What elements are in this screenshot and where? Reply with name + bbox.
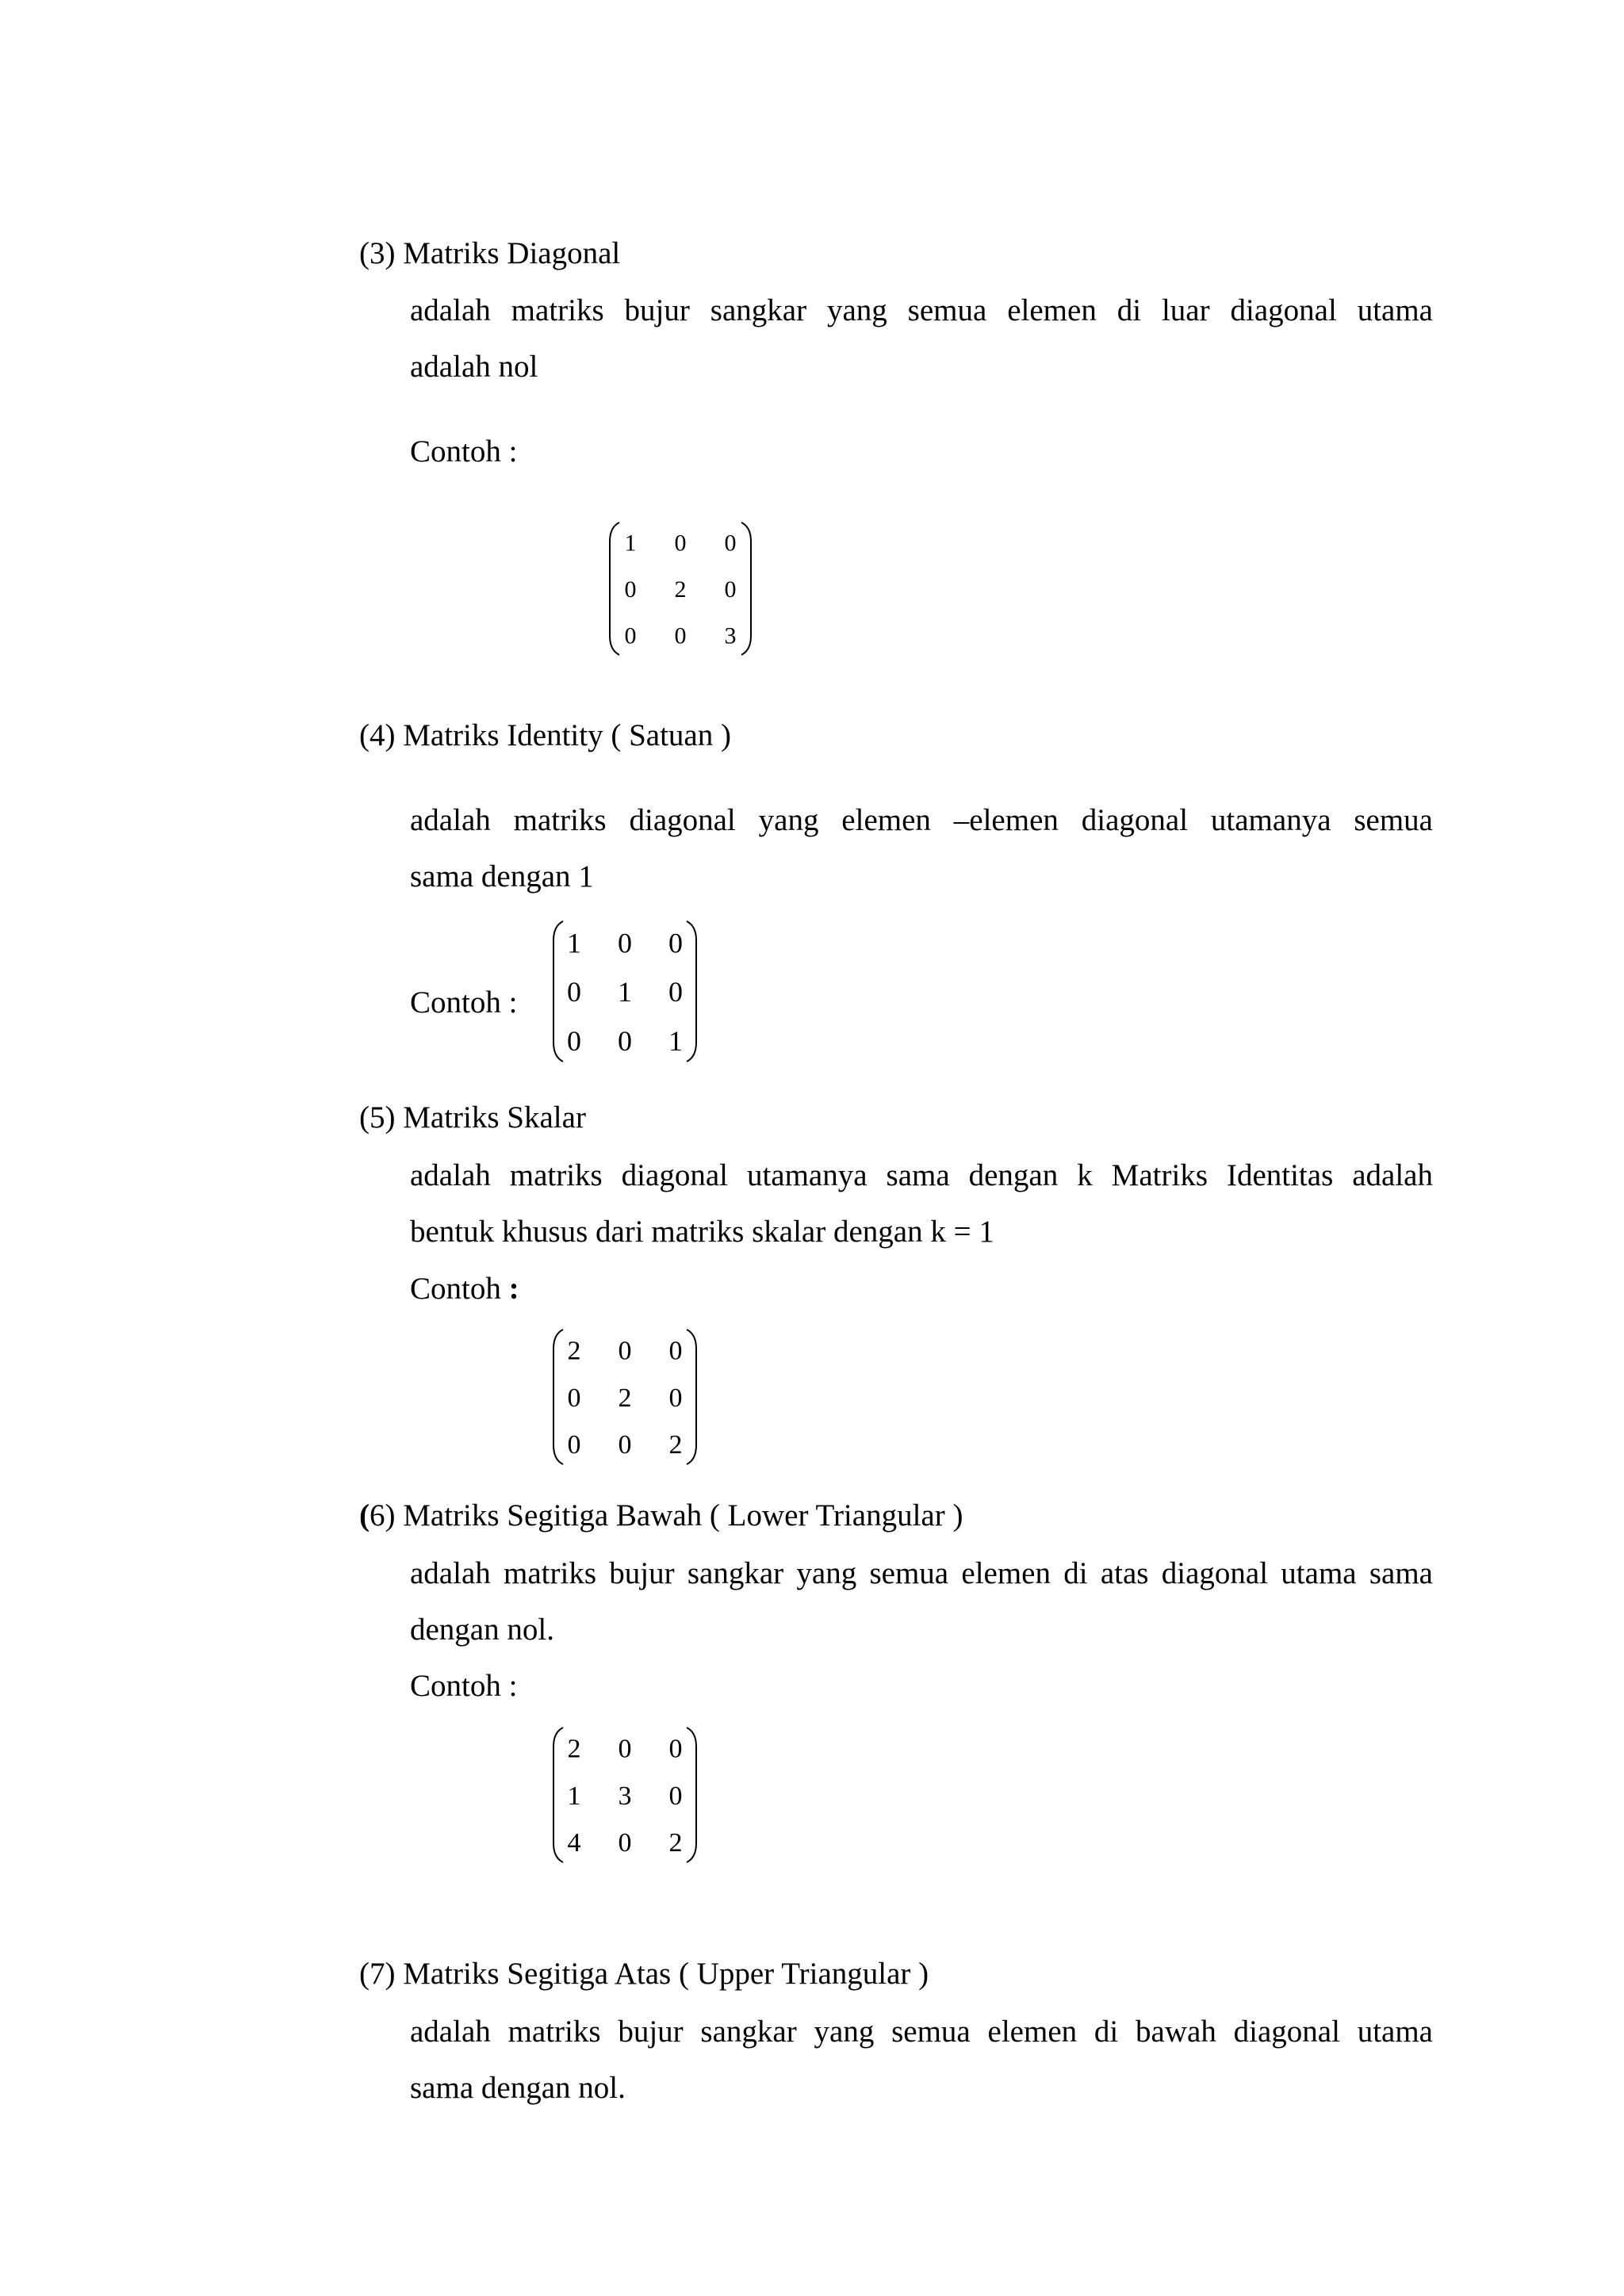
section-7-description-line-1: adalah matriks bujur sangkar yang semua elemen di bawah diagonal utama bbox=[410, 2015, 1433, 2049]
section-3-example-matrix bbox=[605, 519, 756, 658]
section-4-example-label: Contoh : bbox=[410, 985, 518, 1020]
right-parenthesis bbox=[687, 921, 696, 1062]
section-6-description-line-1: adalah matriks bujur sangkar yang semua elemen di atas diagonal utama sama bbox=[410, 1556, 1433, 1590]
section-4-example-matrix bbox=[549, 918, 701, 1065]
matrix-cell: 0 bbox=[668, 976, 683, 1008]
matrix-cell: 2 bbox=[567, 1734, 581, 1764]
matrix-cell: 0 bbox=[567, 1383, 581, 1413]
matrix-cell: 0 bbox=[618, 1828, 632, 1858]
section-7-heading: (7) Matriks Segitiga Atas ( Upper Triangular ) bbox=[359, 1957, 929, 1991]
section-6-heading: (6) Matriks Segitiga Bawah ( Lower Triangular ) bbox=[359, 1498, 963, 1533]
matrix-cell: 0 bbox=[668, 1383, 683, 1413]
right-parenthesis bbox=[687, 1728, 696, 1862]
matrix-cell: 0 bbox=[724, 530, 737, 557]
section-6-example-label: Contoh : bbox=[410, 1669, 518, 1703]
matrix-cell: 0 bbox=[624, 622, 637, 649]
left-parenthesis bbox=[553, 1728, 563, 1862]
matrix-cell: 0 bbox=[668, 1781, 683, 1811]
section-3-example-label: Contoh : bbox=[410, 434, 518, 469]
matrix-cell: 1 bbox=[668, 1024, 683, 1057]
section-4-heading: (4) Matriks Identity ( Satuan ) bbox=[359, 718, 731, 752]
matrix-svg bbox=[549, 1326, 701, 1468]
section-4-description-line-2: sama dengan 1 bbox=[410, 859, 594, 894]
left-parenthesis bbox=[553, 1330, 563, 1464]
matrix-svg bbox=[549, 918, 701, 1065]
section-5-example-matrix bbox=[549, 1326, 701, 1468]
section-3-heading: (3) Matriks Diagonal bbox=[359, 236, 621, 270]
matrix-cell: 0 bbox=[567, 1024, 581, 1057]
section-4-description-line-1: adalah matriks diagonal yang elemen –elemen diagonal utamanya semua bbox=[410, 803, 1433, 837]
section-7-description-line-2: sama dengan nol. bbox=[410, 2071, 626, 2105]
matrix-cell: 2 bbox=[668, 1828, 683, 1858]
matrix-cell: 1 bbox=[567, 927, 581, 959]
matrix-cell: 2 bbox=[668, 1430, 683, 1460]
section-5-example-label: Contoh : bbox=[410, 1272, 519, 1306]
matrix-cell: 1 bbox=[624, 530, 637, 557]
section-6-description-line-2: dengan nol. bbox=[410, 1613, 554, 1647]
matrix-svg bbox=[549, 1724, 701, 1866]
section-5-description-line-1: adalah matriks diagonal utamanya sama dengan k Matriks Identitas adalah bbox=[410, 1158, 1433, 1192]
section-5-heading: (5) Matriks Skalar bbox=[359, 1100, 586, 1135]
matrix-cell: 4 bbox=[567, 1828, 581, 1858]
matrix-cell: 1 bbox=[567, 1781, 581, 1811]
matrix-cell: 0 bbox=[618, 1336, 632, 1366]
matrix-cell: 3 bbox=[724, 622, 737, 649]
left-parenthesis bbox=[553, 921, 563, 1062]
matrix-cell: 0 bbox=[668, 927, 683, 959]
section-3-description-line-2: adalah nol bbox=[410, 350, 538, 384]
matrix-cell: 1 bbox=[618, 976, 632, 1008]
matrix-cell: 0 bbox=[674, 622, 687, 649]
section-5-description-line-2: bentuk khusus dari matriks skalar dengan k = 1 bbox=[410, 1215, 994, 1249]
matrix-cell: 0 bbox=[567, 1430, 581, 1460]
matrix-cell: 2 bbox=[618, 1383, 632, 1413]
matrix-cell: 0 bbox=[674, 530, 687, 557]
matrix-cell: 3 bbox=[618, 1781, 632, 1811]
matrix-cell: 0 bbox=[618, 927, 632, 959]
section-6-example-matrix bbox=[549, 1724, 701, 1866]
matrix-cell: 0 bbox=[618, 1024, 632, 1057]
matrix-cell: 2 bbox=[674, 576, 687, 603]
left-parenthesis bbox=[610, 522, 619, 655]
matrix-cell: 0 bbox=[724, 576, 737, 603]
matrix-cell: 0 bbox=[618, 1430, 632, 1460]
right-parenthesis bbox=[687, 1330, 696, 1464]
matrix-svg bbox=[605, 519, 756, 658]
right-parenthesis bbox=[741, 522, 751, 655]
matrix-cell: 0 bbox=[624, 576, 637, 603]
matrix-cell: 0 bbox=[618, 1734, 632, 1764]
matrix-cell: 0 bbox=[668, 1336, 683, 1366]
matrix-cell: 2 bbox=[567, 1336, 581, 1366]
matrix-cell: 0 bbox=[567, 976, 581, 1008]
matrix-cell: 0 bbox=[668, 1734, 683, 1764]
section-3-description-line-1: adalah matriks bujur sangkar yang semua elemen di luar diagonal utama bbox=[410, 293, 1433, 327]
